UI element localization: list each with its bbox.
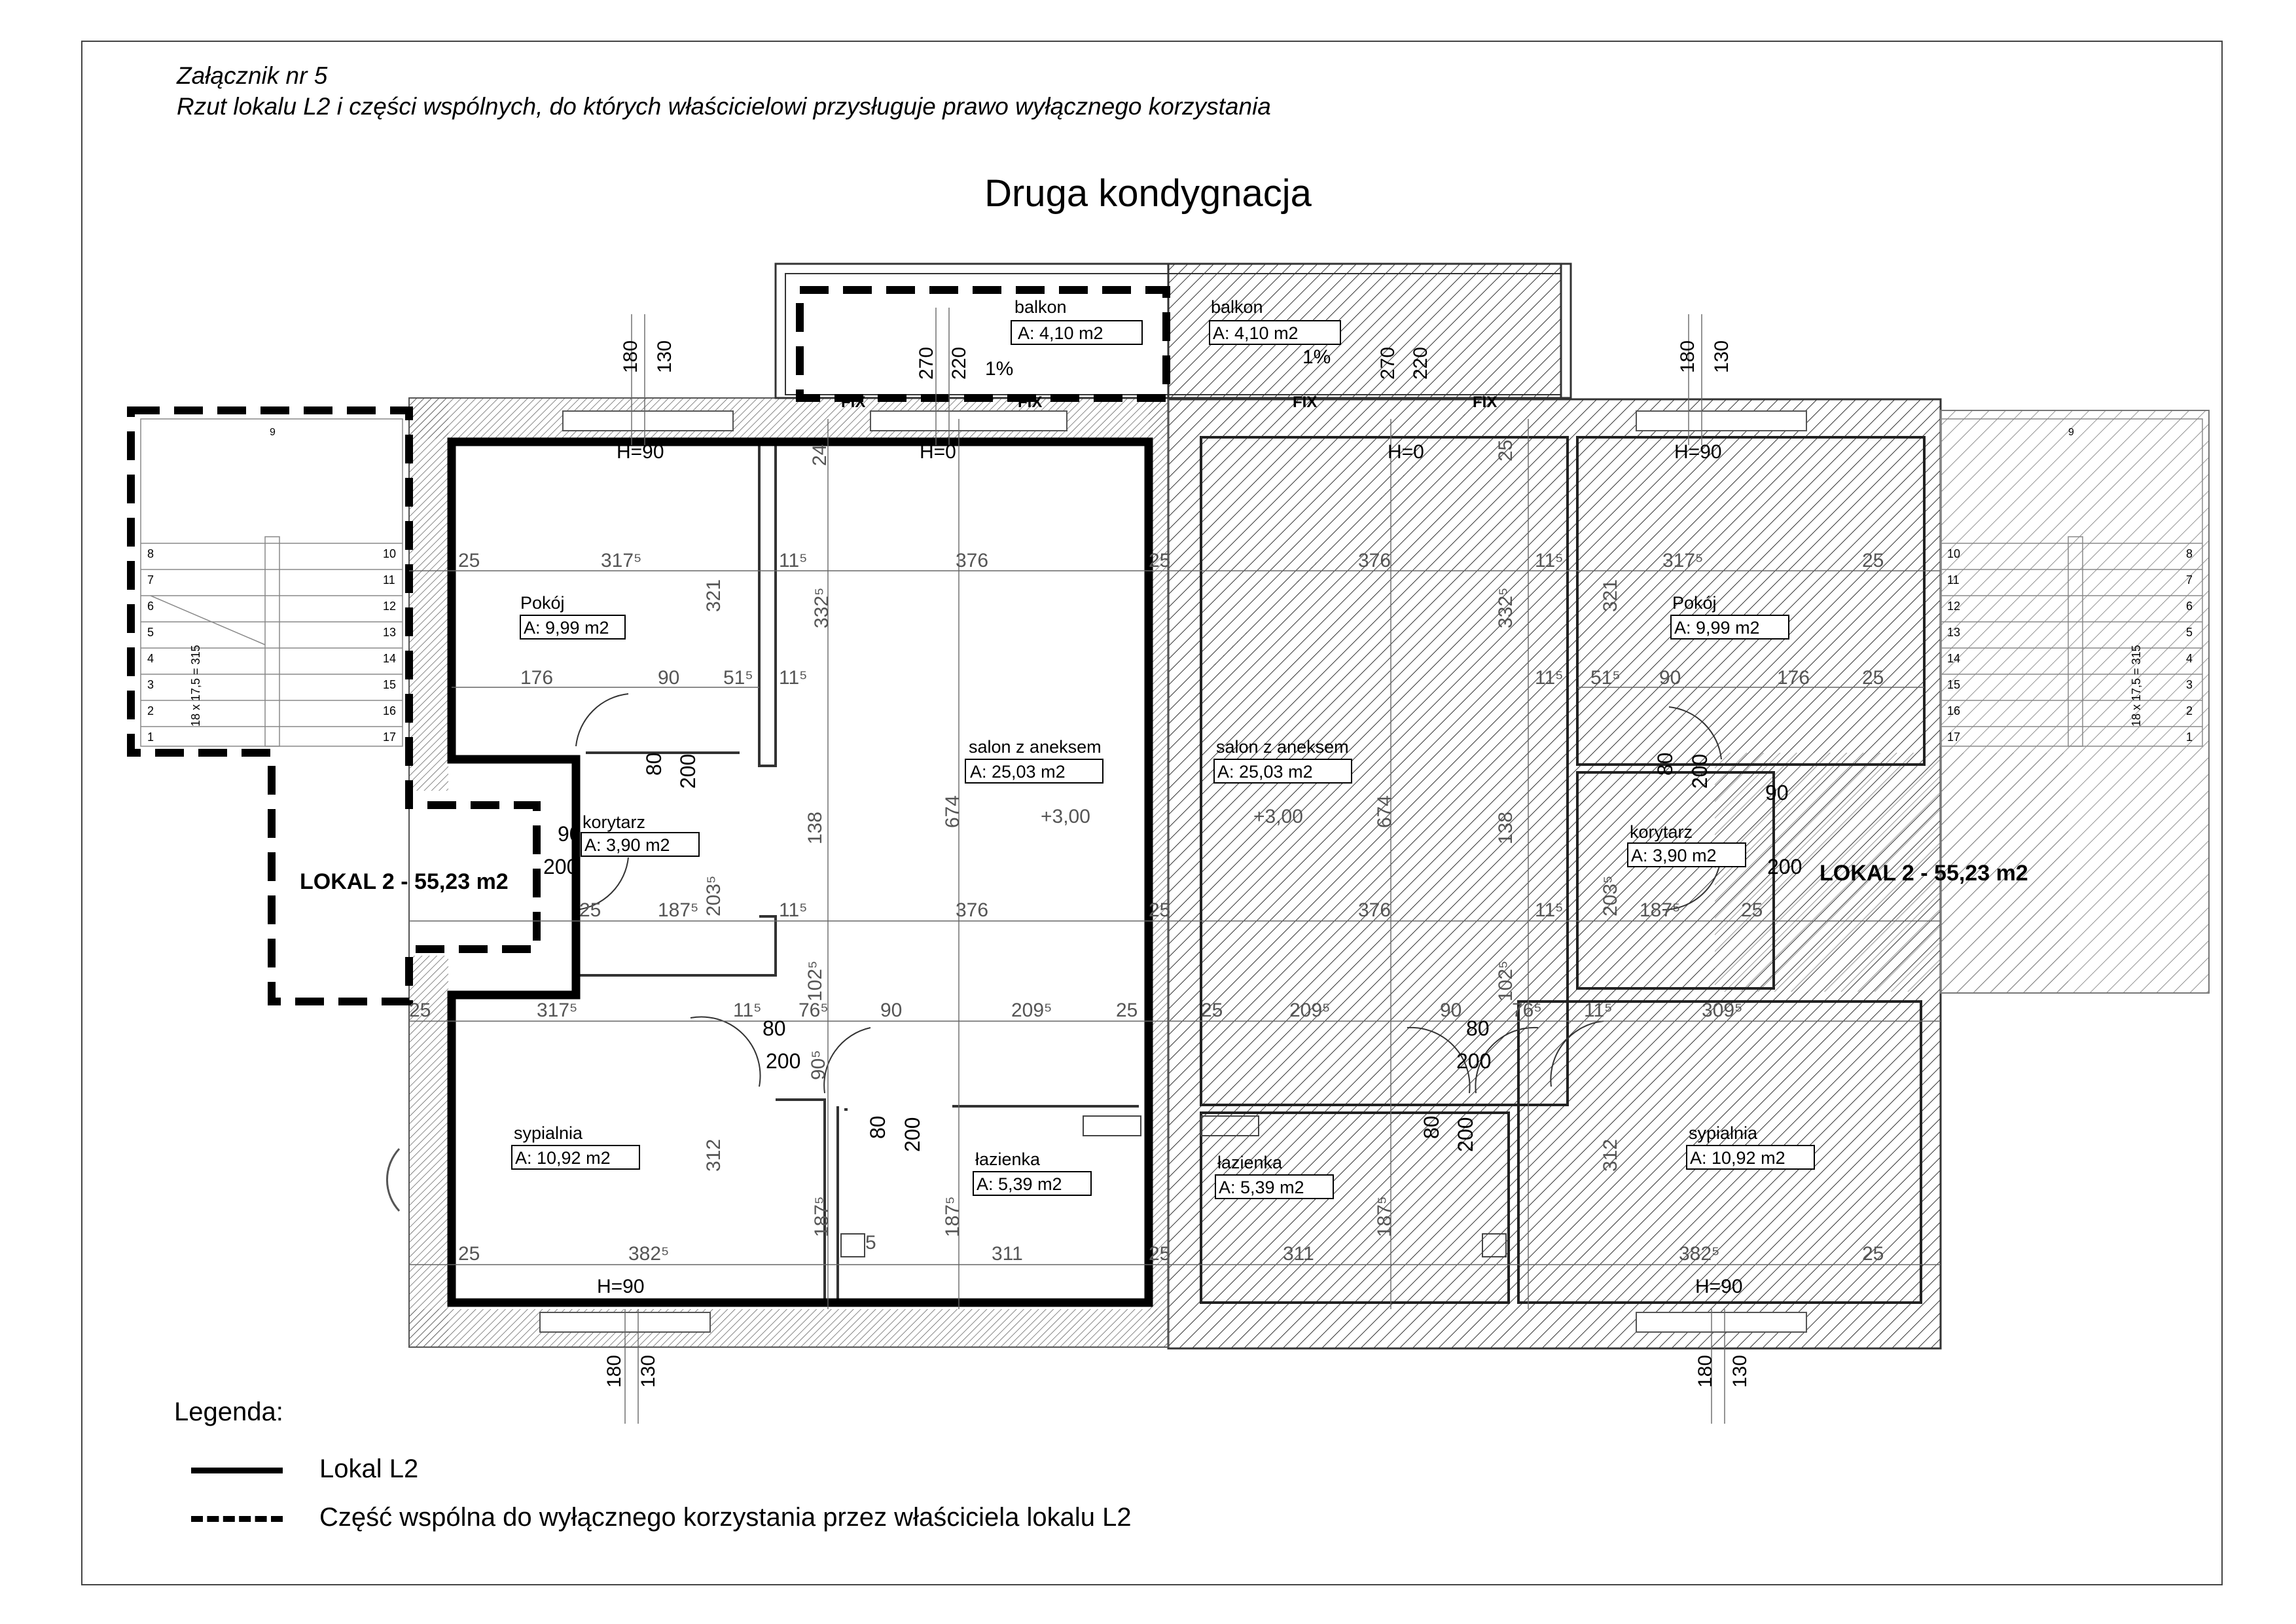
dim-text: 187⁵ [942,1196,963,1237]
legend-title: Legenda: [174,1398,283,1426]
step-number: 7 [2186,573,2193,586]
dim-text: 25 [1149,899,1171,921]
room-name: balkon [1211,297,1263,317]
dim-text: 102⁵ [804,960,826,1001]
dim-text: 176 [1777,667,1810,689]
unit-label-left: LOKAL 2 - 55,23 m2 [300,869,509,894]
dim-text: 25 [1149,550,1171,571]
dim-text: 130 [1729,1354,1751,1388]
step-number: 5 [147,626,154,639]
staircase-left [141,419,403,746]
step-number: 7 [147,573,154,586]
dim-text: 11⁵ [1535,550,1564,571]
dim-text: 90 [558,822,581,846]
dim-text: 317⁵ [601,550,642,571]
dim-text: 312 [1600,1138,1621,1172]
stair-top-number: 9 [2068,427,2074,438]
dim-text: 321 [1600,579,1621,612]
step-number: 3 [147,678,154,691]
dim-text: 25 [409,1000,431,1021]
drawing-title: Druga kondygnacja [984,172,1312,215]
dim-text: 220 [948,346,970,380]
step-number: 2 [147,704,154,717]
dim-text: 138 [804,811,826,844]
step-number: 2 [2186,704,2193,717]
room-name: Pokój [1672,593,1717,613]
dim-text: 80 [1653,752,1677,776]
level-mark: +3,00 [1253,806,1303,827]
dim-text: 311 [1283,1243,1314,1265]
step-number: 15 [383,678,397,691]
step-number: 14 [1947,652,1961,665]
dim-text: 90 [1440,1000,1462,1021]
dim-text: 130 [1711,340,1732,373]
dim-text: 25 [1495,439,1516,461]
room-area: A: 3,90 m2 [584,835,670,855]
stair-formula: 18 x 17,5 = 315 [189,645,202,727]
dim-text: 187⁵ [1374,1196,1395,1237]
dim-text: 200 [901,1117,924,1152]
level-mark: +3,00 [1041,806,1090,827]
room-name: korytarz [583,812,646,832]
step-number: 13 [1947,626,1961,639]
dim-text: 674 [942,795,963,828]
room-area: A: 5,39 m2 [1219,1178,1304,1197]
room-name: sypialnia [514,1123,583,1143]
step-number: 15 [1947,678,1961,691]
dim-text: 187⁵ [811,1196,833,1237]
window-height: H=90 [617,441,664,463]
dim-text: 200 [1456,1049,1492,1073]
dim-text: 209⁵ [1289,1000,1331,1021]
dim-text: 332⁵ [811,587,833,628]
dim-text: 309⁵ [1702,1000,1743,1021]
dim-text: 25 [458,1243,480,1265]
dim-text: 382⁵ [1679,1243,1720,1265]
legend-label: Część wspólna do wyłącznego korzystania przez właściciela lokalu L2 [319,1503,1132,1532]
drawing-subtitle: Rzut lokalu L2 i części wspólnych, do których właścicielowi przysługuje prawo wyłącznego korzystania [177,93,1271,120]
dim-text: 80 [762,1017,786,1040]
step-number: 17 [383,731,397,744]
room-area: A: 4,10 m2 [1018,323,1103,343]
dim-text: 317⁵ [1662,550,1704,571]
room-name: sypialnia [1689,1123,1758,1143]
dim-text: 376 [956,899,989,921]
room-area: A: 10,92 m2 [515,1148,611,1168]
dim-text: 180 [1677,340,1698,373]
room-name: łazienka [975,1149,1041,1169]
dim-text: 203⁵ [703,875,725,916]
dim-text: 25 [1116,1000,1138,1021]
room-name: balkon [1014,297,1067,317]
attachment-label: Załącznik nr 5 [177,62,328,89]
dim-text: 332⁵ [1495,587,1516,628]
step-number: 1 [147,731,154,744]
room-name: salon z aneksem [969,737,1102,757]
dim-text: 102⁵ [1495,960,1516,1001]
dim-text: 200 [1767,855,1803,878]
fix-label: FIX [1018,393,1043,411]
room-name: Pokój [520,593,565,613]
step-number: 6 [2186,600,2193,613]
dim-text: 11⁵ [779,550,808,571]
dim-text: 180 [620,340,641,373]
fix-label: FIX [841,393,866,411]
dim-text: 11⁵ [779,667,808,689]
dim-text: 180 [603,1354,625,1388]
dim-text: 25 [1862,550,1884,571]
dim-text: 11⁵ [1584,1000,1613,1021]
dim-text: 180 [1695,1354,1716,1388]
dim-text: 90 [658,667,680,689]
dim-text: 200 [1688,753,1712,789]
step-number: 16 [1947,704,1961,717]
room-area: A: 5,39 m2 [977,1174,1062,1194]
room-name: korytarz [1630,822,1693,842]
dim-text: 11⁵ [779,899,808,921]
window-height: H=90 [1695,1276,1743,1297]
dim-text: 25 [1862,667,1884,689]
room-area: A: 10,92 m2 [1690,1148,1785,1168]
dim-text: 90⁵ [808,1050,829,1080]
dim-text: 25 [1741,899,1763,921]
dim-text: 200 [676,753,700,789]
window-height: H=0 [920,441,956,463]
stair-formula: 18 x 17,5 = 315 [2130,645,2143,727]
dim-text: 130 [654,340,675,373]
dashed-line-swatch [191,1516,283,1522]
dim-text: 187⁵ [658,899,699,921]
dim-text: 90 [1659,667,1681,689]
dim-text: 220 [1410,346,1431,380]
dim-text: 382⁵ [628,1243,670,1265]
dim-text: 270 [1377,346,1399,380]
dim-text: 80 [642,752,666,776]
dim-text: 90 [880,1000,903,1021]
dim-text: 176 [520,667,554,689]
unit-label-right: LOKAL 2 - 55,23 m2 [1820,861,2028,886]
dim-text: 51⁵ [1590,667,1621,689]
fix-label: FIX [1473,393,1498,411]
dim-text: 200 [543,855,579,878]
dim-text: 24 [809,444,831,466]
dim-text: 674 [1374,795,1395,828]
room-area: A: 9,99 m2 [524,618,609,638]
dim-text: 25 [458,550,480,571]
dim-text: 321 [703,579,725,612]
solid-line-swatch [191,1468,283,1473]
dim-text: 376 [1358,550,1391,571]
dim-text: 25 [1201,1000,1223,1021]
dim-text: 11⁵ [1535,667,1564,689]
step-number: 10 [1947,547,1961,560]
step-number: 3 [2186,678,2193,691]
dim-text: 5 [865,1232,876,1254]
dim-text: 80 [866,1115,889,1139]
dim-text: 200 [1454,1117,1477,1152]
step-number: 1 [2186,731,2193,744]
dim-text: 312 [703,1138,725,1172]
window-height: H=0 [1388,441,1424,463]
dim-text: 80 [1466,1017,1490,1040]
fix-label: FIX [1293,393,1318,411]
dim-text: 25 [1149,1243,1171,1265]
dim-text: 138 [1495,811,1516,844]
dim-text: 80 [1420,1115,1443,1139]
step-number: 17 [1947,731,1961,744]
stair-top-number: 9 [270,427,276,438]
step-number: 13 [383,626,397,639]
dim-text: 317⁵ [537,1000,578,1021]
step-number: 4 [2186,652,2193,665]
dim-text: 90 [1765,781,1789,804]
dim-text: 25 [1862,1243,1884,1265]
step-number: 10 [383,547,397,560]
legend-label: Lokal L2 [319,1454,419,1483]
room-area: A: 9,99 m2 [1674,618,1760,638]
dim-text: 11⁵ [1535,899,1564,921]
step-number: 8 [147,547,154,560]
dim-text: 200 [766,1049,801,1073]
dim-text: 11⁵ [733,1000,762,1021]
step-number: 4 [147,652,154,665]
room-area: A: 25,03 m2 [1217,762,1313,782]
dim-text: 376 [956,550,989,571]
step-number: 14 [383,652,397,665]
step-number: 16 [383,704,397,717]
dim-text: 187⁵ [1640,899,1681,921]
room-name: łazienka [1217,1153,1283,1172]
slope-mark: 1% [985,358,1014,380]
dim-text: 76⁵ [1512,1000,1542,1021]
step-number: 5 [2186,626,2193,639]
slope-mark: 1% [1302,346,1331,368]
room-name: salon z aneksem [1216,737,1349,757]
dim-text: 51⁵ [723,667,753,689]
room-area: A: 4,10 m2 [1213,323,1299,343]
dim-text: 376 [1358,899,1391,921]
room-area: A: 3,90 m2 [1631,846,1717,865]
step-number: 8 [2186,547,2193,560]
dim-text: 130 [637,1354,659,1388]
dim-text: 311 [992,1243,1023,1265]
dim-text: 25 [579,899,601,921]
common-parts-boundary [131,290,1166,1001]
step-number: 12 [383,600,397,613]
dim-text: 270 [916,346,937,380]
step-number: 6 [147,600,154,613]
dim-text: 209⁵ [1011,1000,1052,1021]
room-area: A: 25,03 m2 [970,762,1066,782]
step-number: 12 [1947,600,1961,613]
step-number: 11 [383,573,395,586]
dim-text: 76⁵ [798,1000,829,1021]
dim-text: 203⁵ [1600,875,1621,916]
window-height: H=90 [1674,441,1722,463]
step-number: 11 [1947,573,1960,586]
window-height: H=90 [597,1276,645,1297]
